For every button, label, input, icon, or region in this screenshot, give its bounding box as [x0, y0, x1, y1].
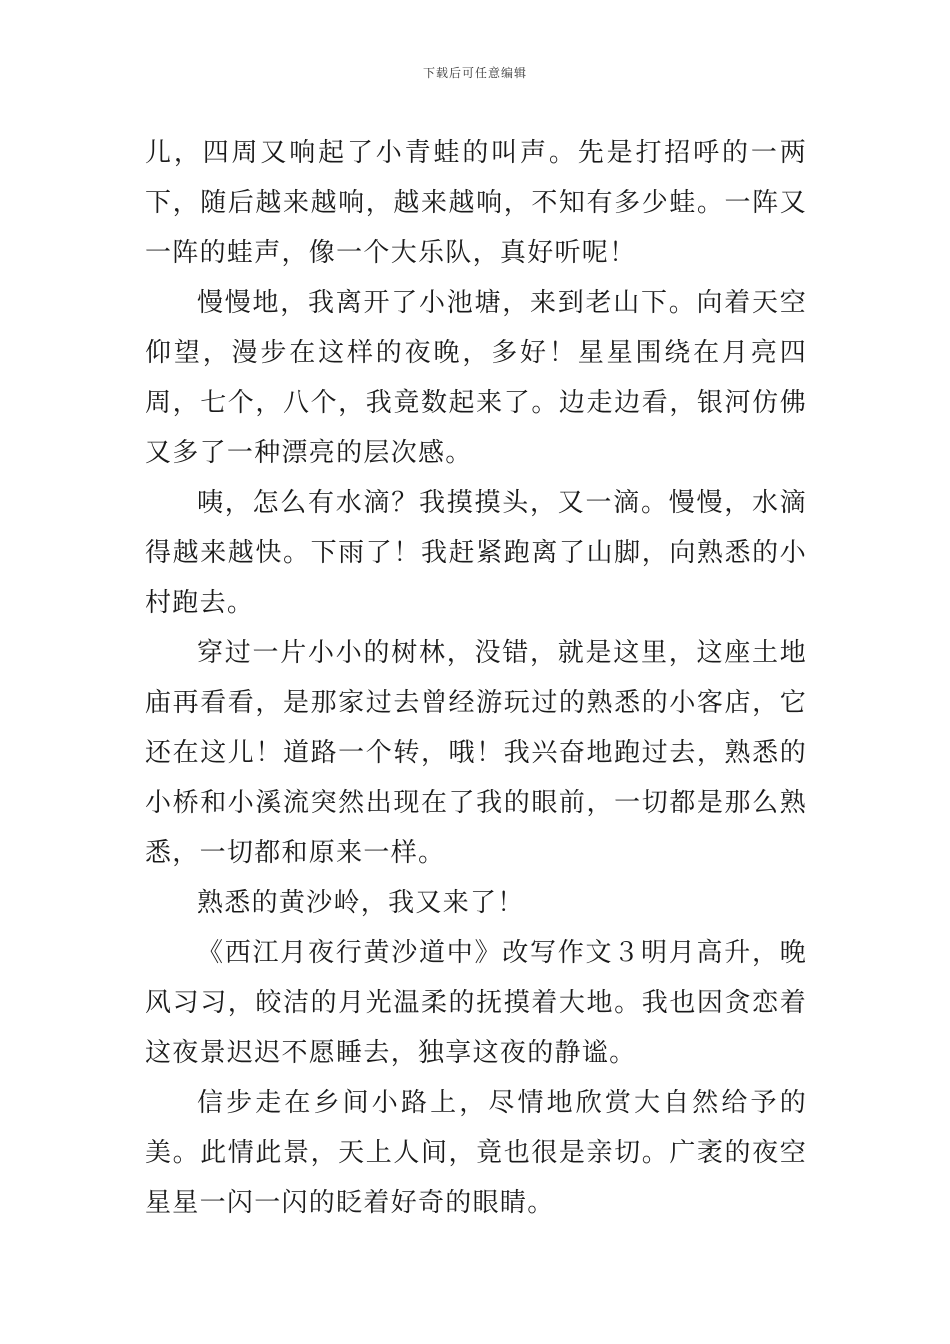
- paragraph: 咦，怎么有水滴？我摸摸头，又一滴。慢慢，水滴得越来越快。下雨了！我赶紧跑离了山脚，向熟悉的小村跑去。: [145, 488, 807, 618]
- download-edit-note: 下载后可任意编辑: [422, 66, 527, 80]
- paragraph: 慢慢地，我离开了小池塘，来到老山下。向着天空仰望，漫步在这样的夜晚，多好！星星围绕在月亮四周，七个，八个，我竟数起来了。边走边看，银河仿佛又多了一种漂亮的层次感。: [145, 288, 807, 468]
- essay-body: [145, 128, 807, 1228]
- paragraph: 信步走在乡间小路上，尽情地欣赏大自然给予的美。此情此景，天上人间，竟也很是亲切。广袤的夜空星星一闪一闪的眨着好奇的眼睛。: [145, 1088, 807, 1218]
- paragraph-continued: 儿，四周又响起了小青蛙的叫声。先是打招呼的一两下，随后越来越响，越来越响，不知有多少蛙。一阵又一阵的蛙声，像一个大乐队，真好听呢！: [145, 138, 807, 268]
- paragraph: 穿过一片小小的树林，没错，就是这里，这座土地庙再看看，是那家过去曾经游玩过的熟悉的小客店，它还在这儿！道路一个转，哦！我兴奋地跑过去，熟悉的小桥和小溪流突然出现在了我的眼前，一切都是那么熟悉，一切都和原来一样。: [145, 638, 807, 868]
- paragraph: 《西江月夜行黄沙道中》改写作文３明月高升，晚风习习，皎洁的月光温柔的抚摸着大地。我也因贪恋着这夜景迟迟不愿睡去，独享这夜的静谧。: [145, 938, 807, 1068]
- paragraph: 熟悉的黄沙岭，我又来了！: [197, 888, 525, 918]
